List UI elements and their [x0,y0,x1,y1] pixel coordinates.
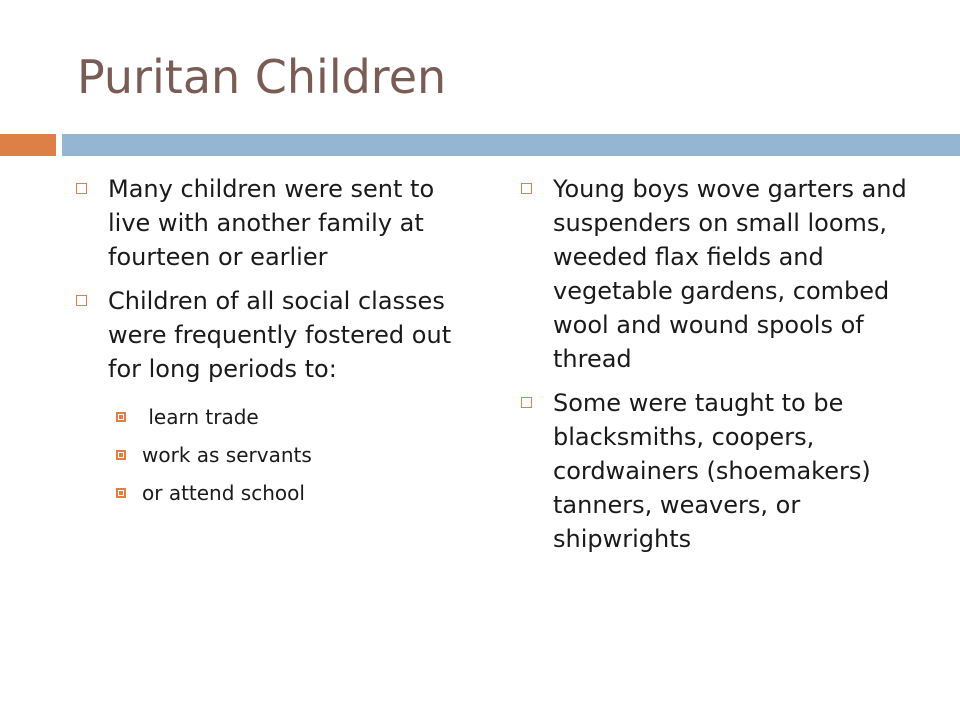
bullet-text: Many children were sent to live with another family at fourteen or earlier [108,175,435,271]
sub-bullet-item [72,440,462,470]
sub-bullet-text: learn trade [142,405,259,429]
bullet-text: Young boys wove garters and suspenders on small looms, weeded flax fields and vegetable gardens, combed wool and wound spools of thread [553,175,907,373]
left-column [72,172,462,516]
slide-title: Puritan Children [77,50,447,104]
bullet-item [517,386,937,556]
bullet-item [72,284,462,386]
square-bullet-icon [76,183,87,194]
filled-square-bullet-icon [116,412,126,422]
bullet-text: Children of all social classes were frequently fostered out for long periods to: [108,287,452,383]
sub-bullet-item [72,478,462,508]
sub-bullet-item [72,402,462,432]
square-bullet-icon [521,183,532,194]
filled-square-bullet-icon [116,450,126,460]
filled-square-bullet-icon [116,488,126,498]
accent-bar [0,134,56,156]
sub-bullet-list [72,402,462,508]
sub-bullet-text: or attend school [142,481,305,505]
title-underline-bar [62,134,960,156]
bullet-item [517,172,937,376]
right-column [517,172,937,566]
square-bullet-icon [76,295,87,306]
bullet-text: Some were taught to be blacksmiths, coopers, cordwainers (shoemakers) tanners, weavers, or shipwrights [553,389,871,553]
bullet-item [72,172,462,274]
square-bullet-icon [521,397,532,408]
sub-bullet-text: work as servants [142,443,312,467]
